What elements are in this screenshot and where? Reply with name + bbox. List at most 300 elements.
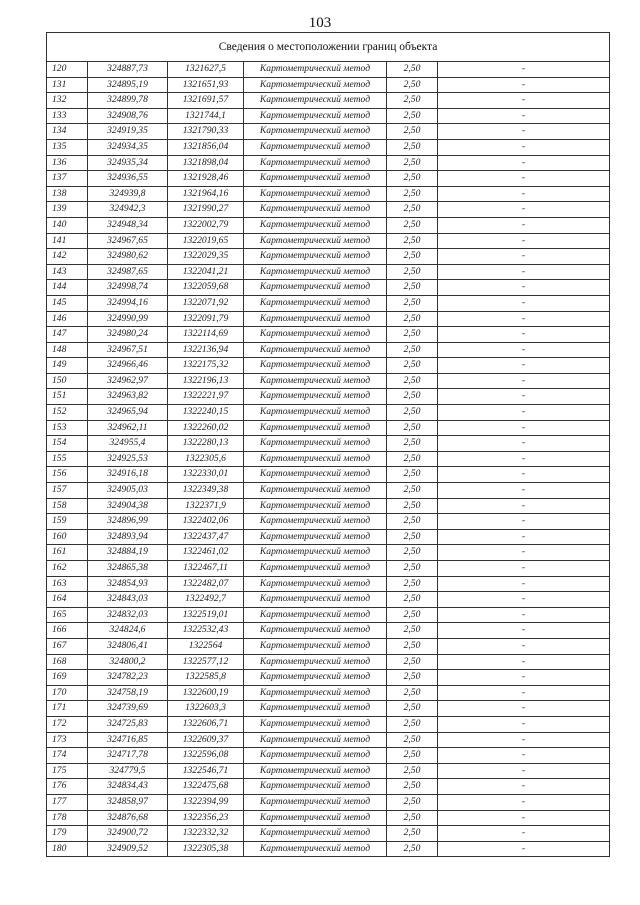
- description-cell: -: [438, 186, 610, 202]
- accuracy-cell: 2,50: [387, 841, 438, 857]
- point-number-cell: 166: [47, 623, 88, 639]
- point-number-cell: 178: [47, 810, 88, 826]
- y-coordinate-cell: 1322280,13: [168, 436, 244, 452]
- description-cell: -: [438, 545, 610, 561]
- y-coordinate-cell: 1321928,46: [168, 171, 244, 187]
- y-coordinate-cell: 1322585,8: [168, 670, 244, 686]
- x-coordinate-cell: 324865,38: [88, 561, 168, 577]
- point-number-cell: 133: [47, 108, 88, 124]
- description-cell: -: [438, 451, 610, 467]
- description-cell: -: [438, 155, 610, 171]
- method-cell: Картометрический метод: [244, 124, 387, 140]
- method-cell: Картометрический метод: [244, 373, 387, 389]
- accuracy-cell: 2,50: [387, 358, 438, 374]
- method-cell: Картометрический метод: [244, 529, 387, 545]
- x-coordinate-cell: 324998,74: [88, 280, 168, 296]
- accuracy-cell: 2,50: [387, 186, 438, 202]
- table-row: [47, 748, 610, 764]
- accuracy-cell: 2,50: [387, 763, 438, 779]
- x-coordinate-cell: 324967,65: [88, 233, 168, 249]
- description-cell: -: [438, 202, 610, 218]
- table-row: [47, 311, 610, 327]
- y-coordinate-cell: 1322114,69: [168, 327, 244, 343]
- point-number-cell: 175: [47, 763, 88, 779]
- y-coordinate-cell: 1322305,6: [168, 451, 244, 467]
- table-row: [47, 249, 610, 265]
- method-cell: Картометрический метод: [244, 389, 387, 405]
- accuracy-cell: 2,50: [387, 139, 438, 155]
- point-number-cell: 136: [47, 155, 88, 171]
- x-coordinate-cell: 324905,03: [88, 483, 168, 499]
- x-coordinate-cell: 324843,03: [88, 592, 168, 608]
- accuracy-cell: 2,50: [387, 93, 438, 109]
- accuracy-cell: 2,50: [387, 826, 438, 842]
- x-coordinate-cell: 324908,76: [88, 108, 168, 124]
- description-cell: -: [438, 701, 610, 717]
- method-cell: Картометрический метод: [244, 280, 387, 296]
- table-row: [47, 592, 610, 608]
- x-coordinate-cell: 324900,72: [88, 826, 168, 842]
- accuracy-cell: 2,50: [387, 436, 438, 452]
- table-row: [47, 654, 610, 670]
- point-number-cell: 161: [47, 545, 88, 561]
- table-row: [47, 732, 610, 748]
- description-cell: -: [438, 748, 610, 764]
- accuracy-cell: 2,50: [387, 545, 438, 561]
- accuracy-cell: 2,50: [387, 514, 438, 530]
- table-row: [47, 264, 610, 280]
- x-coordinate-cell: 324716,85: [88, 732, 168, 748]
- y-coordinate-cell: 1322437,47: [168, 529, 244, 545]
- y-coordinate-cell: 1322196,13: [168, 373, 244, 389]
- point-number-cell: 141: [47, 233, 88, 249]
- point-number-cell: 159: [47, 514, 88, 530]
- description-cell: -: [438, 498, 610, 514]
- x-coordinate-cell: 324990,99: [88, 311, 168, 327]
- method-cell: Картометрический метод: [244, 186, 387, 202]
- point-number-cell: 152: [47, 405, 88, 421]
- accuracy-cell: 2,50: [387, 607, 438, 623]
- accuracy-cell: 2,50: [387, 217, 438, 233]
- y-coordinate-cell: 1322175,32: [168, 358, 244, 374]
- x-coordinate-cell: 324909,52: [88, 841, 168, 857]
- description-cell: -: [438, 529, 610, 545]
- description-cell: -: [438, 514, 610, 530]
- y-coordinate-cell: 1322492,7: [168, 592, 244, 608]
- y-coordinate-cell: 1321898,04: [168, 155, 244, 171]
- table-row: [47, 576, 610, 592]
- point-number-cell: 154: [47, 436, 88, 452]
- table-row: [47, 498, 610, 514]
- page-number: 103: [308, 15, 332, 31]
- y-coordinate-cell: 1321744,1: [168, 108, 244, 124]
- description-cell: -: [438, 311, 610, 327]
- method-cell: Картометрический метод: [244, 763, 387, 779]
- x-coordinate-cell: 324934,35: [88, 139, 168, 155]
- x-coordinate-cell: 324948,34: [88, 217, 168, 233]
- description-cell: -: [438, 436, 610, 452]
- table-row: [47, 420, 610, 436]
- method-cell: Картометрический метод: [244, 171, 387, 187]
- y-coordinate-cell: 1321627,5: [168, 62, 244, 78]
- x-coordinate-cell: 324939,8: [88, 186, 168, 202]
- accuracy-cell: 2,50: [387, 592, 438, 608]
- y-coordinate-cell: 1322461,02: [168, 545, 244, 561]
- accuracy-cell: 2,50: [387, 171, 438, 187]
- x-coordinate-cell: 324800,2: [88, 654, 168, 670]
- y-coordinate-cell: 1322546,71: [168, 763, 244, 779]
- point-number-cell: 169: [47, 670, 88, 686]
- description-cell: -: [438, 139, 610, 155]
- table-row: [47, 62, 610, 78]
- point-number-cell: 147: [47, 327, 88, 343]
- y-coordinate-cell: 1322136,94: [168, 342, 244, 358]
- table-row: [47, 826, 610, 842]
- method-cell: Картометрический метод: [244, 467, 387, 483]
- table-row: [47, 467, 610, 483]
- method-cell: Картометрический метод: [244, 327, 387, 343]
- description-cell: -: [438, 607, 610, 623]
- point-number-cell: 139: [47, 202, 88, 218]
- point-number-cell: 144: [47, 280, 88, 296]
- method-cell: Картометрический метод: [244, 483, 387, 499]
- table-header-row: [47, 33, 610, 62]
- accuracy-cell: 2,50: [387, 779, 438, 795]
- x-coordinate-cell: 324834,43: [88, 779, 168, 795]
- table-row: [47, 217, 610, 233]
- description-cell: -: [438, 108, 610, 124]
- table-row: [47, 670, 610, 686]
- accuracy-cell: 2,50: [387, 77, 438, 93]
- description-cell: -: [438, 794, 610, 810]
- description-cell: -: [438, 295, 610, 311]
- x-coordinate-cell: 324966,46: [88, 358, 168, 374]
- description-cell: -: [438, 342, 610, 358]
- y-coordinate-cell: 1322221,97: [168, 389, 244, 405]
- method-cell: Картометрический метод: [244, 841, 387, 857]
- point-number-cell: 156: [47, 467, 88, 483]
- table-row: [47, 139, 610, 155]
- y-coordinate-cell: 1322349,38: [168, 483, 244, 499]
- y-coordinate-cell: 1322041,21: [168, 264, 244, 280]
- description-cell: -: [438, 638, 610, 654]
- method-cell: Картометрический метод: [244, 592, 387, 608]
- accuracy-cell: 2,50: [387, 373, 438, 389]
- method-cell: Картометрический метод: [244, 405, 387, 421]
- table-row: [47, 93, 610, 109]
- point-number-cell: 168: [47, 654, 88, 670]
- accuracy-cell: 2,50: [387, 716, 438, 732]
- table-row: [47, 373, 610, 389]
- table-row: [47, 202, 610, 218]
- point-number-cell: 145: [47, 295, 88, 311]
- accuracy-cell: 2,50: [387, 467, 438, 483]
- point-number-cell: 135: [47, 139, 88, 155]
- table-row: [47, 810, 610, 826]
- table-row: [47, 327, 610, 343]
- point-number-cell: 132: [47, 93, 88, 109]
- point-number-cell: 151: [47, 389, 88, 405]
- y-coordinate-cell: 1322019,65: [168, 233, 244, 249]
- description-cell: -: [438, 77, 610, 93]
- table-row: [47, 514, 610, 530]
- table-row: [47, 607, 610, 623]
- point-number-cell: 138: [47, 186, 88, 202]
- y-coordinate-cell: 1322577,12: [168, 654, 244, 670]
- accuracy-cell: 2,50: [387, 732, 438, 748]
- method-cell: Картометрический метод: [244, 358, 387, 374]
- table-row: [47, 389, 610, 405]
- method-cell: Картометрический метод: [244, 249, 387, 265]
- table-row: [47, 483, 610, 499]
- method-cell: Картометрический метод: [244, 62, 387, 78]
- accuracy-cell: 2,50: [387, 342, 438, 358]
- point-number-cell: 177: [47, 794, 88, 810]
- table-row: [47, 841, 610, 857]
- description-cell: -: [438, 779, 610, 795]
- y-coordinate-cell: 1322606,71: [168, 716, 244, 732]
- point-number-cell: 120: [47, 62, 88, 78]
- x-coordinate-cell: 324980,62: [88, 249, 168, 265]
- y-coordinate-cell: 1321990,27: [168, 202, 244, 218]
- description-cell: -: [438, 483, 610, 499]
- description-cell: -: [438, 389, 610, 405]
- x-coordinate-cell: 324967,51: [88, 342, 168, 358]
- accuracy-cell: 2,50: [387, 670, 438, 686]
- x-coordinate-cell: 324893,94: [88, 529, 168, 545]
- table-row: [47, 405, 610, 421]
- accuracy-cell: 2,50: [387, 794, 438, 810]
- x-coordinate-cell: 324955,4: [88, 436, 168, 452]
- x-coordinate-cell: 324935,34: [88, 155, 168, 171]
- x-coordinate-cell: 324725,83: [88, 716, 168, 732]
- point-number-cell: 131: [47, 77, 88, 93]
- description-cell: -: [438, 763, 610, 779]
- table-row: [47, 701, 610, 717]
- y-coordinate-cell: 1322091,79: [168, 311, 244, 327]
- y-coordinate-cell: 1322519,01: [168, 607, 244, 623]
- table-row: [47, 794, 610, 810]
- y-coordinate-cell: 1322475,68: [168, 779, 244, 795]
- method-cell: Картометрический метод: [244, 264, 387, 280]
- x-coordinate-cell: 324739,69: [88, 701, 168, 717]
- method-cell: Картометрический метод: [244, 779, 387, 795]
- x-coordinate-cell: 324806,41: [88, 638, 168, 654]
- point-number-cell: 180: [47, 841, 88, 857]
- y-coordinate-cell: 1322356,23: [168, 810, 244, 826]
- point-number-cell: 158: [47, 498, 88, 514]
- x-coordinate-cell: 324916,18: [88, 467, 168, 483]
- table-row: [47, 280, 610, 296]
- point-number-cell: 171: [47, 701, 88, 717]
- method-cell: Картометрический метод: [244, 748, 387, 764]
- point-number-cell: 160: [47, 529, 88, 545]
- point-number-cell: 134: [47, 124, 88, 140]
- x-coordinate-cell: 324832,03: [88, 607, 168, 623]
- y-coordinate-cell: 1322002,79: [168, 217, 244, 233]
- y-coordinate-cell: 1322600,19: [168, 685, 244, 701]
- x-coordinate-cell: 324963,82: [88, 389, 168, 405]
- table-row: [47, 451, 610, 467]
- description-cell: -: [438, 467, 610, 483]
- method-cell: Картометрический метод: [244, 451, 387, 467]
- y-coordinate-cell: 1321651,93: [168, 77, 244, 93]
- table-row: [47, 763, 610, 779]
- point-number-cell: 142: [47, 249, 88, 265]
- table-row: [47, 342, 610, 358]
- method-cell: Картометрический метод: [244, 295, 387, 311]
- y-coordinate-cell: 1321691,57: [168, 93, 244, 109]
- point-number-cell: 155: [47, 451, 88, 467]
- y-coordinate-cell: 1322305,38: [168, 841, 244, 857]
- description-cell: -: [438, 841, 610, 857]
- accuracy-cell: 2,50: [387, 810, 438, 826]
- point-number-cell: 140: [47, 217, 88, 233]
- point-number-cell: 143: [47, 264, 88, 280]
- method-cell: Картометрический метод: [244, 576, 387, 592]
- x-coordinate-cell: 324779,5: [88, 763, 168, 779]
- method-cell: Картометрический метод: [244, 545, 387, 561]
- table-row: [47, 545, 610, 561]
- accuracy-cell: 2,50: [387, 654, 438, 670]
- description-cell: -: [438, 685, 610, 701]
- point-number-cell: 172: [47, 716, 88, 732]
- x-coordinate-cell: 324758,19: [88, 685, 168, 701]
- method-cell: Картометрический метод: [244, 826, 387, 842]
- y-coordinate-cell: 1322609,37: [168, 732, 244, 748]
- x-coordinate-cell: 324896,99: [88, 514, 168, 530]
- accuracy-cell: 2,50: [387, 529, 438, 545]
- accuracy-cell: 2,50: [387, 748, 438, 764]
- method-cell: Картометрический метод: [244, 561, 387, 577]
- table-row: [47, 186, 610, 202]
- table-row: [47, 77, 610, 93]
- description-cell: -: [438, 623, 610, 639]
- accuracy-cell: 2,50: [387, 576, 438, 592]
- accuracy-cell: 2,50: [387, 62, 438, 78]
- description-cell: -: [438, 561, 610, 577]
- y-coordinate-cell: 1322071,92: [168, 295, 244, 311]
- x-coordinate-cell: 324965,94: [88, 405, 168, 421]
- point-number-cell: 170: [47, 685, 88, 701]
- x-coordinate-cell: 324936,55: [88, 171, 168, 187]
- x-coordinate-cell: 324962,97: [88, 373, 168, 389]
- description-cell: -: [438, 358, 610, 374]
- accuracy-cell: 2,50: [387, 561, 438, 577]
- y-coordinate-cell: 1322532,43: [168, 623, 244, 639]
- x-coordinate-cell: 324987,65: [88, 264, 168, 280]
- description-cell: -: [438, 280, 610, 296]
- description-cell: -: [438, 420, 610, 436]
- method-cell: Картометрический метод: [244, 701, 387, 717]
- description-cell: -: [438, 264, 610, 280]
- method-cell: Картометрический метод: [244, 685, 387, 701]
- y-coordinate-cell: 1322564: [168, 638, 244, 654]
- x-coordinate-cell: 324824,6: [88, 623, 168, 639]
- method-cell: Картометрический метод: [244, 436, 387, 452]
- x-coordinate-cell: 324884,19: [88, 545, 168, 561]
- point-number-cell: 167: [47, 638, 88, 654]
- y-coordinate-cell: 1321964,16: [168, 186, 244, 202]
- x-coordinate-cell: 324980,24: [88, 327, 168, 343]
- method-cell: Картометрический метод: [244, 139, 387, 155]
- point-number-cell: 146: [47, 311, 88, 327]
- x-coordinate-cell: 324895,19: [88, 77, 168, 93]
- y-coordinate-cell: 1322603,3: [168, 701, 244, 717]
- method-cell: Картометрический метод: [244, 670, 387, 686]
- table-row: [47, 171, 610, 187]
- x-coordinate-cell: 324854,93: [88, 576, 168, 592]
- method-cell: Картометрический метод: [244, 77, 387, 93]
- accuracy-cell: 2,50: [387, 249, 438, 265]
- accuracy-cell: 2,50: [387, 701, 438, 717]
- point-number-cell: 153: [47, 420, 88, 436]
- description-cell: -: [438, 217, 610, 233]
- accuracy-cell: 2,50: [387, 264, 438, 280]
- point-number-cell: 164: [47, 592, 88, 608]
- method-cell: Картометрический метод: [244, 794, 387, 810]
- y-coordinate-cell: 1322394,99: [168, 794, 244, 810]
- table-row: [47, 623, 610, 639]
- y-coordinate-cell: 1322402,06: [168, 514, 244, 530]
- accuracy-cell: 2,50: [387, 638, 438, 654]
- x-coordinate-cell: 324994,16: [88, 295, 168, 311]
- table-row: [47, 716, 610, 732]
- method-cell: Картометрический метод: [244, 342, 387, 358]
- boundary-coordinates-table: [46, 32, 610, 857]
- description-cell: -: [438, 405, 610, 421]
- x-coordinate-cell: 324858,97: [88, 794, 168, 810]
- point-number-cell: 176: [47, 779, 88, 795]
- accuracy-cell: 2,50: [387, 202, 438, 218]
- table-row: [47, 436, 610, 452]
- accuracy-cell: 2,50: [387, 498, 438, 514]
- description-cell: -: [438, 592, 610, 608]
- point-number-cell: 174: [47, 748, 88, 764]
- x-coordinate-cell: 324919,35: [88, 124, 168, 140]
- accuracy-cell: 2,50: [387, 405, 438, 421]
- y-coordinate-cell: 1322330,01: [168, 467, 244, 483]
- description-cell: -: [438, 373, 610, 389]
- table-row: [47, 108, 610, 124]
- description-cell: -: [438, 327, 610, 343]
- method-cell: Картометрический метод: [244, 217, 387, 233]
- accuracy-cell: 2,50: [387, 685, 438, 701]
- description-cell: -: [438, 171, 610, 187]
- x-coordinate-cell: 324942,3: [88, 202, 168, 218]
- table-body: [47, 33, 610, 857]
- y-coordinate-cell: 1321790,33: [168, 124, 244, 140]
- accuracy-cell: 2,50: [387, 420, 438, 436]
- point-number-cell: 163: [47, 576, 88, 592]
- point-number-cell: 150: [47, 373, 88, 389]
- method-cell: Картометрический метод: [244, 93, 387, 109]
- accuracy-cell: 2,50: [387, 451, 438, 467]
- description-cell: -: [438, 654, 610, 670]
- y-coordinate-cell: 1322059,68: [168, 280, 244, 296]
- method-cell: Картометрический метод: [244, 108, 387, 124]
- method-cell: Картометрический метод: [244, 155, 387, 171]
- description-cell: -: [438, 62, 610, 78]
- x-coordinate-cell: 324962,11: [88, 420, 168, 436]
- accuracy-cell: 2,50: [387, 389, 438, 405]
- accuracy-cell: 2,50: [387, 295, 438, 311]
- accuracy-cell: 2,50: [387, 280, 438, 296]
- table-row: [47, 155, 610, 171]
- method-cell: Картометрический метод: [244, 623, 387, 639]
- table-title: Сведения о местоположении границ объекта: [47, 33, 610, 62]
- method-cell: Картометрический метод: [244, 607, 387, 623]
